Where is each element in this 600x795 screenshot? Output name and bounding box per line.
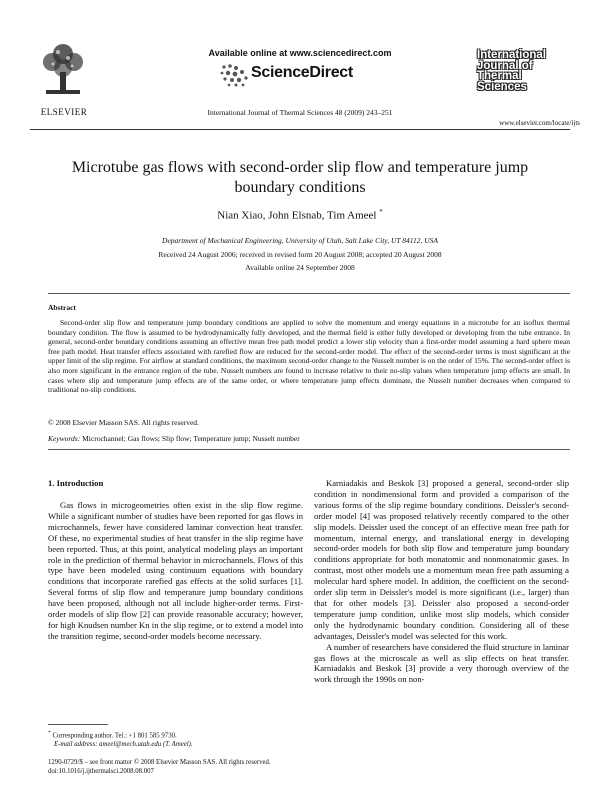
intro-paragraph-3: A number of researchers have considered the fluid structure in laminar gas flows at the microscale as well as slip effects on heat transfer. Karniadakis and Beskok [3] provide a very thorough overview of the work through the 1990s on non-: [314, 641, 569, 685]
author-list: [100, 208, 500, 222]
online-date: Available online 24 September 2008: [245, 263, 355, 272]
right-column: [314, 478, 569, 685]
front-matter: [48, 758, 348, 776]
publisher-name: ELSEVIER: [40, 107, 88, 117]
abstract-copyright: © 2008 Elsevier Masson SAS. All rights reserved.: [48, 418, 199, 427]
keywords-label: Keywords:: [48, 434, 81, 443]
section-heading-introduction: 1. Introduction: [48, 478, 104, 488]
affiliation: Department of Mechanical Engineering, University of Utah, Salt Lake City, UT 84112, USA: [162, 236, 438, 245]
keywords-list: Microchannel; Gas flows; Slip flow; Temperature jump; Nusselt number: [82, 434, 300, 443]
intro-paragraph-2: Karniadakis and Beskok [3] proposed a general, second-order slip condition in nondimensional form and provided a comparison of the various forms of the slip regime boundary conditions. Deissler's second-order model [4] was proposed relatively recently compared to the other slip models. Deissler used the concept of an effective mean free path for momentum, internal energy, and translational energy in developing second-order models for both slip flow and temperature jump boundary conditions appropriate for both monatomic and nonmonatomic gases. In contrast, most other models use a momentum mean free path assuming a molecular hard sphere model. In addition, the coefficient on the second-order slip term in Deissler's model is more significant (i.e., larger) than that for other models [3]. Deissler also proposed a second-order temperature jump condition, unlike most slip models, which consider only the hydrodynamic boundary condition. Considering all of these advantages, Deissler's model was selected for this work.: [314, 478, 569, 641]
header-rule: [30, 129, 570, 130]
left-column: [48, 500, 303, 642]
abstract-body: Second-order slip flow and temperature jump boundary conditions are applied to solve the momentum and energy equations in a microtube for an isoflux thermal boundary condition. The flow is assumed to be hydrodynamically fully developed, and the thermal field is either fully developed or developing from the tube entrance. In general, second-order boundary conditions assuming an effective mean free path model predict a lower slip velocity than a first-order model assuming a hard sphere mean free path model. Heat transfer effects associated with rarefied flow are reduced for the second-order model. The effect of the second-order terms is most significant at the upper limit of the slip regime. For airflow at standard conditions, the maximum second-order change to the Nusselt number is on the order of 15%. The second-order effect is also more significant in the entrance region of the tube. Nusselt numbers are found to increase relative to their no-slip values when temperature jump effects are small. In cases where slip and temperature jump effects are of the same order, or where temperature jump effects dominate, the Nusselt number decreases when compared to traditional no-slip conditions.: [48, 318, 570, 395]
received-dates: Received 24 August 2006; received in revised form 20 August 2008; accepted 20 August 2008: [158, 250, 442, 259]
abstract-heading: Abstract: [48, 303, 76, 312]
article-title: Microtube gas flows with second-order slip flow and temperature jump boundary conditions: [71, 159, 529, 196]
sciencedirect-wordmark: ScienceDirect: [251, 64, 353, 81]
journal-url[interactable]: www.elsevier.com/locate/ijts: [499, 119, 580, 127]
elsevier-tree-logo: [38, 40, 88, 100]
corresponding-author-text: Corresponding author. Tel.: +1 801 585 9730.: [52, 732, 177, 740]
email-address[interactable]: E-mail address: ameel@mech.utah.edu (T. Ameel).: [54, 741, 193, 749]
author-names: Nian Xiao, John Elsnab, Tim Ameel: [217, 209, 377, 222]
abstract-bottom-rule: [48, 449, 570, 450]
keywords: [48, 434, 570, 443]
abstract-top-rule: [48, 293, 570, 294]
corresponding-author-mark: *: [379, 208, 383, 216]
footnote-mark: *: [48, 730, 51, 736]
journal-citation: International Journal of Thermal Sciences 48 (2009) 243–251: [207, 108, 393, 117]
corresponding-author-note: [48, 729, 303, 740]
footnote: [48, 729, 303, 749]
available-online-text[interactable]: Available online at www.sciencedirect.com: [208, 48, 392, 58]
journal-logo-text: International Journal of Thermal Sciences: [477, 49, 547, 93]
issn-line: 1290-0729/$ – see front matter © 2008 Elsevier Masson SAS. All rights reserved.: [48, 759, 271, 766]
footnote-rule: [48, 724, 108, 725]
doi-line[interactable]: doi:10.1016/j.ijthermalsci.2008.08.007: [48, 768, 154, 775]
intro-paragraph-1: Gas flows in microgeometries often exist in the slip flow regime. While a significant number of studies have been reported for gas flows in microchannels, fewer have considered laminar convection heat transfer. Of these, no experimental studies of heat transfer in the slip regime have been reported. Thus, at this point, analytical modeling plays an important role in the prediction of thermal behavior in microchannels. Flows of this type have been modeled using continuum equations with boundary conditions that incorporate rarefied gas effects at the solid surfaces [1]. Several forms of slip flow and temperature jump boundary conditions have been proposed, although not all include higher-order terms. First-order models of slip flow [2] can provide reasonable accuracy; however, for high Knudsen number Kn in the slip regime, or to extend a model into the transition regime, second-order models become necessary.: [48, 500, 303, 641]
